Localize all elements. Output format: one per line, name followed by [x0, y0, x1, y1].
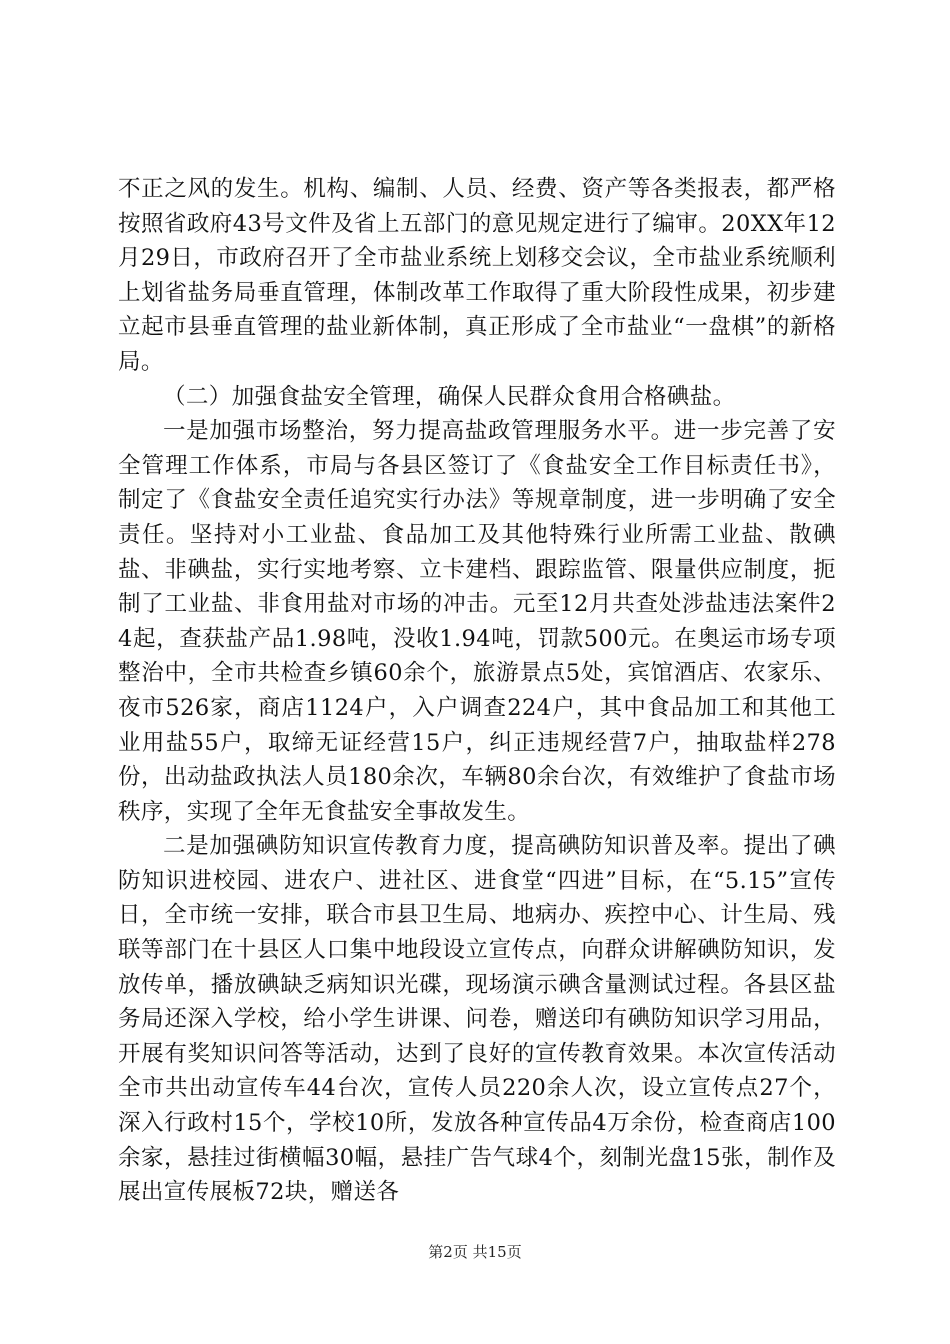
paragraph-iodine-education: 二是加强碘防知识宣传教育力度，提高碘防知识普及率。提出了碘防知识进校园、进农户、进社区、进食堂“四进”目标，在“5.15”宣传日，全市统一安排，联合市县卫生局、地病办、疾控中心、计生局、残联等部门在十县区人口集中地段设立宣传点，向群众讲解碘防知识，发放传单，播放碘缺乏病知识光碟，现场演示碘含量测试过程。各县区盐务局还深入学校，给小学生讲课、问卷，赠送印有碘防知识学习用品，开展有奖知识问答等活动，达到了良好的宣传教育效果。本次宣传活动全市共出动宣传车44台次，宣传人员220余人次，设立宣传点27个，深入行政村15个，学校10所，发放各种宣传品4万余份，检查商店100余家，悬挂过街横幅30幅，悬挂广告气球4个，刻制光盘15张，制作及展出宣传展板72块，赠送各 — [118, 833, 836, 1206]
document-body — [118, 172, 836, 1210]
paragraph-market-regulation: 一是加强市场整治，努力提高盐政管理服务水平。进一步完善了安全管理工作体系，市局与各县区签订了《食盐安全工作目标责任书》，制定了《食盐安全责任追究实行办法》等规章制度，进一步明确了安全责任。坚持对小工业盐、食品加工及其他特殊行业所需工业盐、散碘盐、非碘盐，实行实地考察、立卡建档、跟踪监管、限量供应制度，扼制了工业盐、非食用盐对市场的冲击。元至12月共查处涉盐违法案件24起，查获盐产品1.98吨，没收1.94吨，罚款500元。在奥运市场专项整治中，全市共检查乡镇60余个，旅游景点5处，宾馆酒店、农家乐、夜市526家，商店1124户，入户调查224户，其中食品加工和其他工业用盐55户，取缔无证经营15户，纠正违规经营7户，抽取盐样278份，出动盐政执法人员180余次，车辆80余台次，有效维护了食盐市场秩序，实现了全年无食盐安全事故发生。 — [118, 418, 836, 825]
paragraph-continuation: 不正之风的发生。机构、编制、人员、经费、资产等各类报表，都严格按照省政府43号文件及省上五部门的意见规定进行了编审。20XX年12月29日，市政府召开了全市盐业系统上划移交会议，全市盐业系统顺利上划省盐务局垂直管理，体制改革工作取得了重大阶段性成果，初步建立起市县垂直管理的盐业新体制，真正形成了全市盐业“一盘棋”的新格局。 — [118, 176, 836, 375]
section-heading: （二）加强食盐安全管理，确保人民群众食用合格碘盐。 — [163, 383, 736, 410]
page-number-footer: 第2页 共15页 — [428, 1243, 522, 1261]
